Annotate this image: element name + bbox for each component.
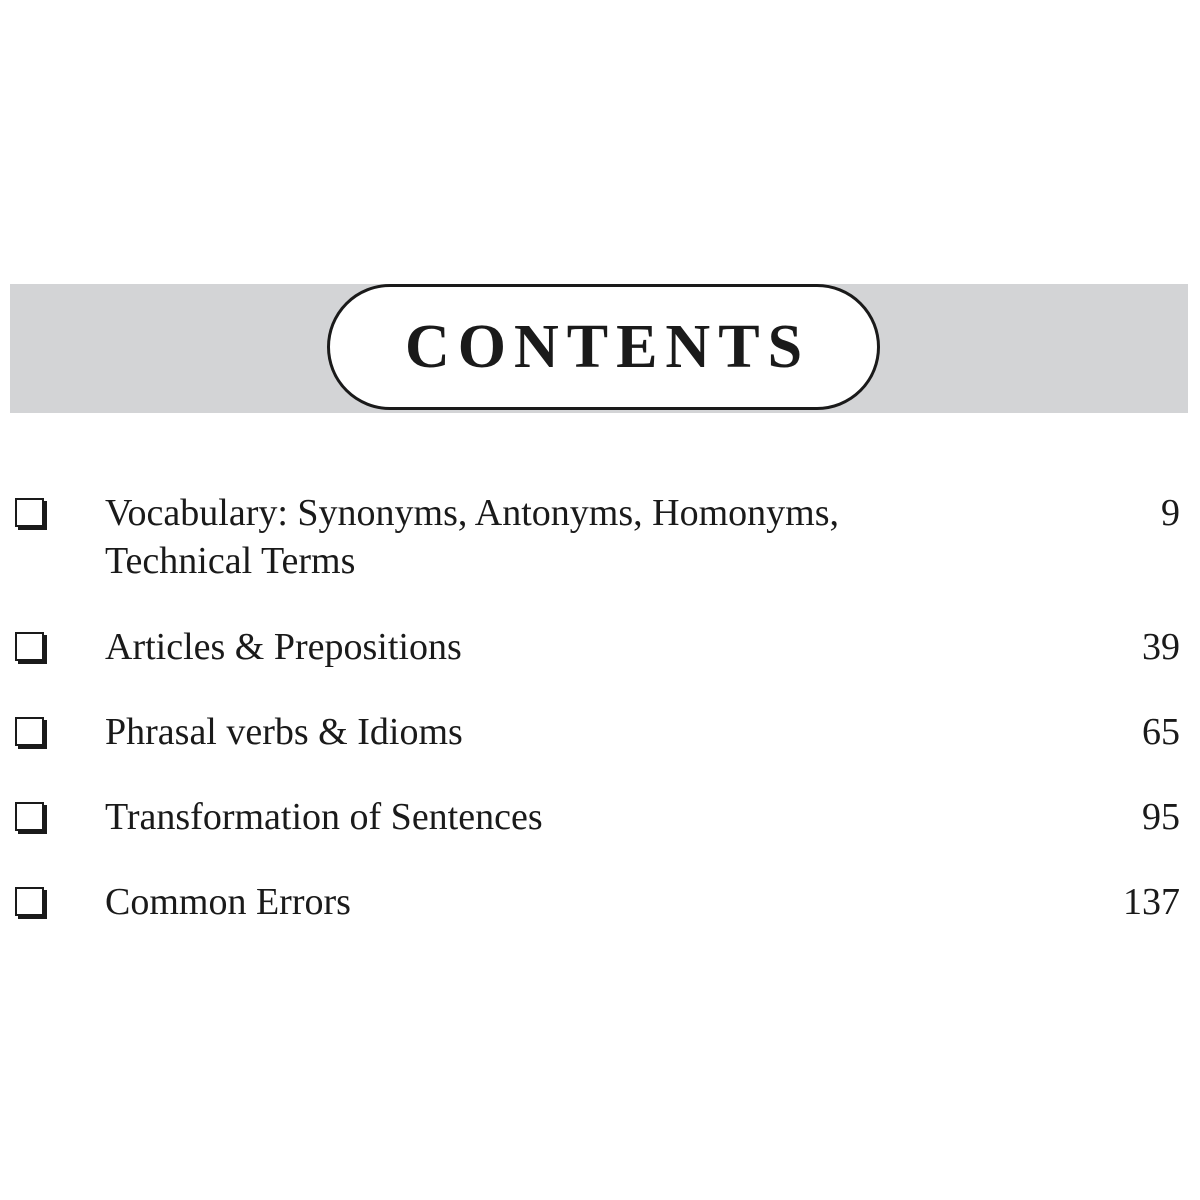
toc-entry-title	[105, 489, 1005, 585]
page-title: CONTENTS	[404, 313, 811, 381]
toc-entry-title-line: Vocabulary: Synonyms, Antonyms, Homonyms,	[105, 492, 839, 534]
checkbox-bullet-icon	[15, 717, 44, 746]
checkbox-bullet-icon	[15, 498, 44, 527]
checkbox-bullet-icon	[15, 802, 44, 831]
checkbox-bullet-icon	[15, 632, 44, 661]
toc-entry-title-line: Technical Terms	[105, 540, 356, 582]
toc-page-number: 9	[1161, 492, 1180, 534]
toc-entry-title	[105, 878, 1005, 926]
toc-page-number: 65	[1142, 711, 1180, 753]
toc-page-number: 137	[1123, 881, 1180, 923]
checkbox-bullet-icon	[15, 887, 44, 916]
toc-entry-title-line: Transformation of Sentences	[105, 796, 543, 838]
toc-entry-title	[105, 793, 1005, 841]
toc-entry-title-line: Common Errors	[105, 881, 351, 923]
toc-entry-title-line: Articles & Prepositions	[105, 626, 462, 668]
toc-entry-title	[105, 623, 1005, 671]
toc-page-number: 95	[1142, 796, 1180, 838]
toc-entry-title	[105, 708, 1005, 756]
toc-page-number: 39	[1142, 626, 1180, 668]
toc-entry-title-line: Phrasal verbs & Idioms	[105, 711, 463, 753]
